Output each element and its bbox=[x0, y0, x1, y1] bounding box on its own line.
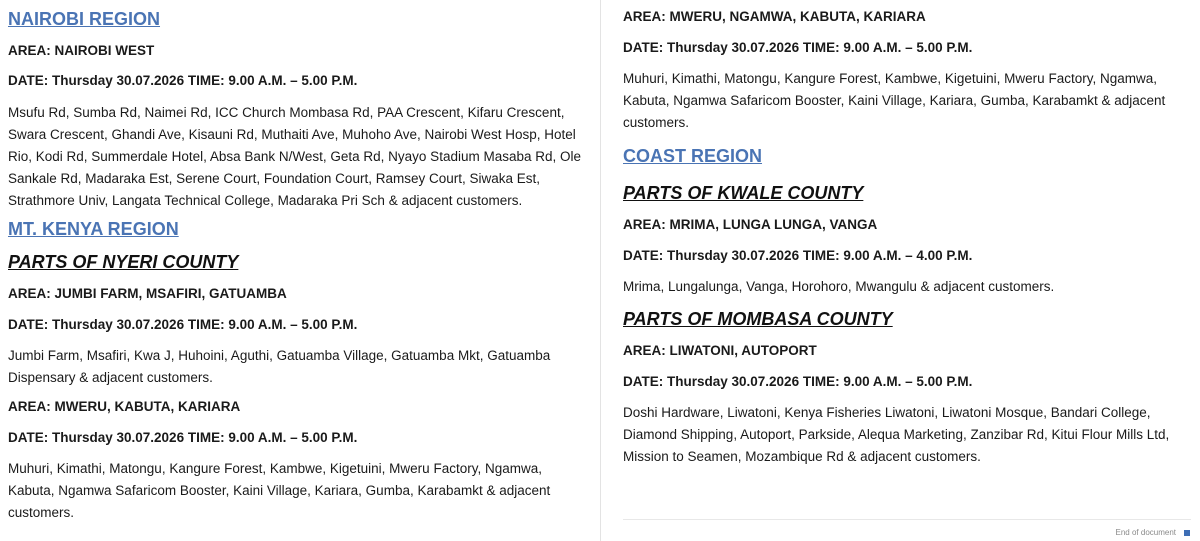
column-divider bbox=[600, 0, 601, 541]
region-heading-mt-kenya: MT. KENYA REGION bbox=[8, 219, 179, 239]
county-heading-mombasa: PARTS OF MOMBASA COUNTY bbox=[623, 309, 893, 329]
end-of-document-label: End of document bbox=[1115, 528, 1176, 537]
affected-areas-text: Msufu Rd, Sumba Rd, Naimei Rd, ICC Church Mombasa Rd, PAA Crescent, Kifaru Crescent, Swara Crescent, Ghandi Ave, Kisauni Rd, Muthaiti Ave, Muhoho Ave, Nairobi West Hosp, Hotel Rio, Kodi Rd, Summerdale Hotel, Absa Bank N/West, Geta Rd, Nyayo Stadium Masaba Rd, Ole Sankale Rd, Madaraka Est, Serene Court, Foundation Court, Ramsey Court, Siwaka Est, Strathmore Univ, Langata Technical College, Madaraka Pri Sch & adjacent customers. bbox=[8, 105, 582, 208]
date-time-line: DATE: Thursday 30.07.2026 TIME: 9.00 A.M. – 5.00 P.M. bbox=[8, 317, 358, 332]
affected-areas-text: Mrima, Lungalunga, Vanga, Horohoro, Mwangulu & adjacent customers. bbox=[623, 279, 1055, 294]
county-heading-kwale: PARTS OF KWALE COUNTY bbox=[623, 183, 864, 203]
footer-divider bbox=[623, 519, 1191, 520]
affected-areas-text: Muhuri, Kimathi, Matongu, Kangure Forest, Kambwe, Kigetuini, Mweru Factory, Ngamwa, Kabuta, Ngamwa Safaricom Booster, Kaini Village, Kariara, Gumba, Karabamkt & adjacent customers. bbox=[8, 461, 551, 520]
end-marker-square-icon bbox=[1184, 530, 1190, 536]
date-time-line: DATE: Thursday 30.07.2026 TIME: 9.00 A.M. – 5.00 P.M. bbox=[623, 40, 973, 55]
affected-areas-text: Doshi Hardware, Liwatoni, Kenya Fisheries Liwatoni, Liwatoni Mosque, Bandari College, Diamond Shipping, Autoport, Parkside, Alequa Marketing, Zanzibar Rd, Kitui Flour Mills Ltd, Mission to Seamen, Mozambique Rd & adjacent customers. bbox=[623, 405, 1170, 464]
area-heading: AREA: NAIROBI WEST bbox=[8, 43, 155, 58]
region-heading-coast: COAST REGION bbox=[623, 146, 763, 166]
area-heading: AREA: MRIMA, LUNGA LUNGA, VANGA bbox=[623, 217, 878, 232]
date-time-line: DATE: Thursday 30.07.2026 TIME: 9.00 A.M. – 4.00 P.M. bbox=[623, 248, 973, 263]
end-of-document-indicator bbox=[1116, 528, 1190, 538]
date-time-line: DATE: Thursday 30.07.2026 TIME: 9.00 A.M. – 5.00 P.M. bbox=[623, 374, 973, 389]
region-heading-nairobi: NAIROBI REGION bbox=[8, 9, 161, 29]
area-heading: AREA: LIWATONI, AUTOPORT bbox=[623, 343, 817, 358]
affected-areas-text: Jumbi Farm, Msafiri, Kwa J, Huhoini, Aguthi, Gatuamba Village, Gatuamba Mkt, Gatuamba Dispensary & adjacent customers. bbox=[8, 348, 551, 385]
date-time-line: DATE: Thursday 30.07.2026 TIME: 9.00 A.M. – 5.00 P.M. bbox=[8, 430, 358, 445]
area-heading: AREA: MWERU, KABUTA, KARIARA bbox=[8, 399, 241, 414]
affected-areas-text: Muhuri, Kimathi, Matongu, Kangure Forest, Kambwe, Kigetuini, Mweru Factory, Ngamwa, Kabuta, Ngamwa Safaricom Booster, Kaini Village, Kariara, Gumba, Karabamkt & adjacent customers. bbox=[623, 71, 1166, 130]
county-heading-nyeri: PARTS OF NYERI COUNTY bbox=[8, 252, 239, 272]
left-column bbox=[8, 0, 584, 524]
area-heading: AREA: MWERU, NGAMWA, KABUTA, KARIARA bbox=[623, 9, 926, 24]
area-heading: AREA: JUMBI FARM, MSAFIRI, GATUAMBA bbox=[8, 286, 287, 301]
right-column bbox=[623, 0, 1191, 468]
date-time-line: DATE: Thursday 30.07.2026 TIME: 9.00 A.M. – 5.00 P.M. bbox=[8, 73, 358, 88]
